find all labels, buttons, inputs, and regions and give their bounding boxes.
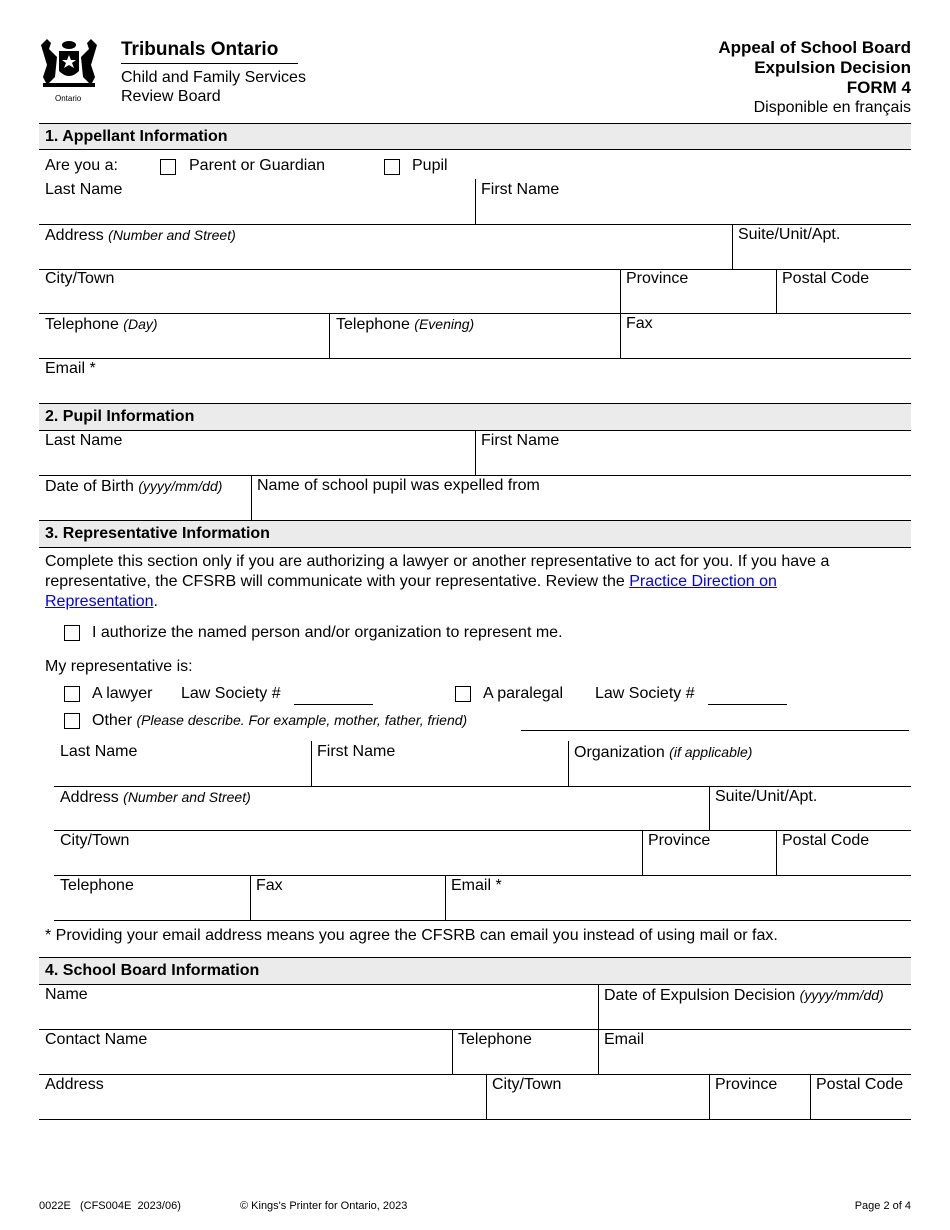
section-representative-header bbox=[39, 520, 911, 548]
other-description-input[interactable] bbox=[521, 730, 909, 731]
practice-direction-link[interactable]: Practice Direction on bbox=[629, 573, 777, 590]
rep-email-field[interactable]: Email * bbox=[451, 877, 502, 894]
rep-telephone-field[interactable]: Telephone bbox=[60, 877, 134, 894]
board-name-line2: Review Board bbox=[121, 88, 221, 105]
section-title: 4. School Board Information bbox=[45, 962, 260, 979]
pupil-last-name-field[interactable]: Last Name bbox=[45, 432, 123, 449]
representative-intro-line2 bbox=[45, 573, 777, 591]
address-hint: (Number and Street) bbox=[108, 227, 236, 243]
paralegal-law-society-label: Law Society # bbox=[595, 685, 695, 702]
tel-label: Telephone bbox=[336, 316, 410, 333]
representative-intro-line3 bbox=[45, 593, 158, 611]
address-hint: (Number and Street) bbox=[123, 789, 251, 805]
are-you-label: Are you a: bbox=[45, 157, 118, 174]
form-number: FORM 4 bbox=[846, 78, 911, 97]
appellant-suite-field[interactable]: Suite/Unit/Apt. bbox=[738, 226, 841, 243]
address-label: Address bbox=[60, 789, 119, 806]
other-label bbox=[92, 711, 467, 730]
intro-text: representative, the CFSRB will communicate with your representative. Review the bbox=[45, 573, 625, 590]
authorize-checkbox[interactable] bbox=[64, 625, 80, 641]
pupil-label: Pupil bbox=[412, 157, 448, 174]
address-label: Address bbox=[45, 227, 104, 244]
my-representative-label: My representative is: bbox=[45, 658, 193, 675]
paralegal-label: A paralegal bbox=[483, 685, 564, 702]
board-telephone-field[interactable]: Telephone bbox=[458, 1031, 532, 1048]
paralegal-checkbox[interactable] bbox=[455, 686, 471, 702]
organization-label: Organization bbox=[574, 744, 665, 761]
form-title-line1: Appeal of School Board bbox=[718, 38, 911, 57]
appellant-tel-evening-field[interactable] bbox=[336, 315, 474, 334]
date-label: Date of Expulsion Decision bbox=[604, 987, 796, 1004]
period: . bbox=[153, 593, 158, 610]
appellant-postal-field[interactable]: Postal Code bbox=[782, 270, 870, 287]
copyright: © Kings's Printer for Ontario, 2023 bbox=[240, 1200, 408, 1212]
parent-guardian-checkbox[interactable] bbox=[160, 159, 176, 175]
ontario-logo bbox=[37, 37, 101, 103]
french-note: Disponible en français bbox=[753, 99, 911, 116]
appellant-last-name-field[interactable]: Last Name bbox=[45, 181, 123, 198]
board-address-field[interactable]: Address bbox=[45, 1076, 104, 1093]
rep-organization-field[interactable] bbox=[574, 743, 752, 762]
coat-of-arms-icon bbox=[37, 37, 101, 93]
rep-suite-field[interactable]: Suite/Unit/Apt. bbox=[715, 788, 818, 805]
rep-first-name-field[interactable]: First Name bbox=[317, 743, 396, 760]
rep-city-field[interactable]: City/Town bbox=[60, 832, 130, 849]
organization-hint: (if applicable) bbox=[669, 744, 753, 760]
org-underline bbox=[121, 63, 298, 64]
section-pupil-header bbox=[39, 403, 911, 431]
pupil-dob-field[interactable] bbox=[45, 477, 222, 496]
section-title: 3. Representative Information bbox=[45, 525, 270, 542]
authorize-label: I authorize the named person and/or organization to represent me. bbox=[92, 624, 563, 641]
appellant-first-name-field[interactable]: First Name bbox=[481, 181, 560, 198]
tel-label: Telephone bbox=[45, 316, 119, 333]
board-name-field[interactable]: Name bbox=[45, 986, 88, 1003]
form-title-block bbox=[718, 38, 911, 118]
dob-label: Date of Birth bbox=[45, 478, 134, 495]
section-title: 2. Pupil Information bbox=[45, 408, 195, 425]
rep-province-field[interactable]: Province bbox=[648, 832, 711, 849]
paralegal-law-society-input[interactable] bbox=[708, 704, 787, 705]
other-hint: (Please describe. For example, mother, father, friend) bbox=[136, 712, 468, 728]
rep-fax-field[interactable]: Fax bbox=[256, 877, 283, 894]
section-school-board-header bbox=[39, 957, 911, 985]
form-code: 0022E (CFS004E 2023/06) bbox=[39, 1200, 181, 1212]
lawyer-law-society-label: Law Society # bbox=[181, 685, 281, 702]
rep-address-field[interactable] bbox=[60, 788, 251, 807]
tel-day-hint: (Day) bbox=[123, 316, 158, 332]
board-email-field[interactable]: Email bbox=[604, 1031, 645, 1048]
section-title: 1. Appellant Information bbox=[45, 128, 228, 145]
parent-guardian-label: Parent or Guardian bbox=[189, 157, 326, 174]
logo-caption: Ontario bbox=[55, 94, 82, 103]
form-title-line2: Expulsion Decision bbox=[754, 58, 911, 77]
other-text: Other bbox=[92, 712, 133, 729]
lawyer-checkbox[interactable] bbox=[64, 686, 80, 702]
rep-postal-field[interactable]: Postal Code bbox=[782, 832, 870, 849]
dob-hint: (yyyy/mm/dd) bbox=[138, 478, 223, 494]
school-name-field[interactable]: Name of school pupil was expelled from bbox=[257, 477, 540, 494]
board-province-field[interactable]: Province bbox=[715, 1076, 778, 1093]
board-name-line1: Child and Family Services bbox=[121, 69, 306, 86]
expulsion-date-field[interactable] bbox=[604, 986, 884, 1005]
rep-last-name-field[interactable]: Last Name bbox=[60, 743, 138, 760]
pupil-first-name-field[interactable]: First Name bbox=[481, 432, 560, 449]
appellant-city-field[interactable]: City/Town bbox=[45, 270, 115, 287]
lawyer-law-society-input[interactable] bbox=[294, 704, 373, 705]
appellant-email-field[interactable]: Email * bbox=[45, 360, 96, 377]
board-city-field[interactable]: City/Town bbox=[492, 1076, 562, 1093]
date-hint: (yyyy/mm/dd) bbox=[799, 987, 884, 1003]
appellant-province-field[interactable]: Province bbox=[626, 270, 689, 287]
board-postal-field[interactable]: Postal Code bbox=[816, 1076, 904, 1093]
board-contact-field[interactable]: Contact Name bbox=[45, 1031, 148, 1048]
appellant-fax-field[interactable]: Fax bbox=[626, 315, 653, 332]
email-consent-note: * Providing your email address means you agree the CFSRB can email you instead of using mail or fax. bbox=[45, 927, 778, 944]
page-number: Page 2 of 4 bbox=[854, 1200, 911, 1212]
org-name: Tribunals Ontario bbox=[121, 39, 279, 60]
lawyer-label: A lawyer bbox=[92, 685, 153, 702]
tel-evening-hint: (Evening) bbox=[414, 316, 475, 332]
practice-direction-link-cont[interactable]: Representation bbox=[45, 593, 154, 610]
pupil-checkbox[interactable] bbox=[384, 159, 400, 175]
appellant-address-field[interactable] bbox=[45, 226, 236, 245]
appellant-tel-day-field[interactable] bbox=[45, 315, 158, 334]
representative-intro-line1: Complete this section only if you are authorizing a lawyer or another representative to act for you. If you have a bbox=[45, 553, 830, 570]
other-checkbox[interactable] bbox=[64, 713, 80, 729]
section-appellant-header bbox=[39, 123, 911, 150]
